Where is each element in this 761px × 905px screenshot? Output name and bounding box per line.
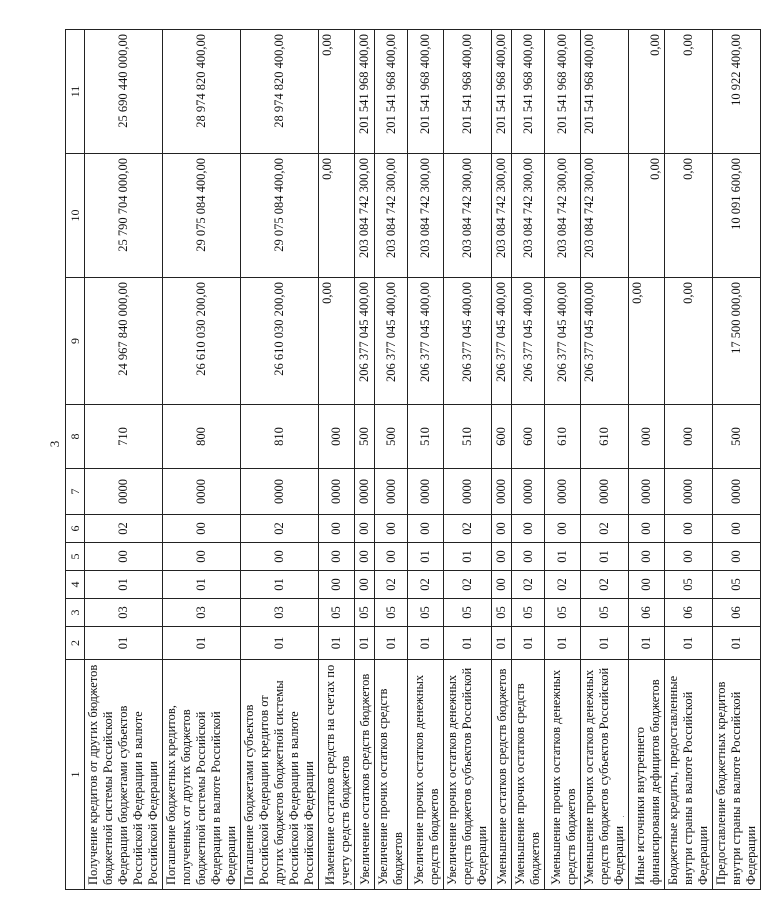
code-cell: 06 (629, 599, 665, 627)
code-cell: 00 (665, 543, 713, 571)
amount-cell: 28 974 820 400,00 (241, 30, 319, 154)
budget-sources-table (65, 29, 761, 890)
table-row (492, 30, 512, 890)
code-cell: 610 (545, 405, 581, 469)
amount-cell: 203 084 742 300,00 (581, 154, 629, 278)
amount-cell: 203 084 742 300,00 (375, 154, 408, 278)
table-row (408, 30, 444, 890)
amount-cell: 0,00 (629, 30, 665, 154)
table-row (581, 30, 629, 890)
amount-cell: 25 690 440 000,00 (85, 30, 163, 154)
amount-cell: 201 541 968 400,00 (492, 30, 512, 154)
amount-cell: 26 610 030 200,00 (241, 278, 319, 405)
row-name: Предоставление бюджетных кредитов внутри страны в валюте Российской Федерации (713, 660, 761, 890)
code-cell: 02 (581, 571, 629, 599)
code-cell: 600 (512, 405, 545, 469)
row-name: Бюджетные кредиты, предоставленные внутри страны в валюте Российской Федерации (665, 660, 713, 890)
code-cell: 01 (85, 627, 163, 660)
code-cell: 00 (355, 515, 375, 543)
col-header-2: 2 (66, 627, 85, 660)
col-header-3: 3 (66, 599, 85, 627)
amount-cell: 206 377 045 400,00 (355, 278, 375, 405)
code-cell: 0000 (408, 469, 444, 515)
code-cell: 00 (629, 543, 665, 571)
amount-cell: 201 541 968 400,00 (512, 30, 545, 154)
amount-cell: 206 377 045 400,00 (512, 278, 545, 405)
code-cell: 510 (444, 405, 492, 469)
code-cell: 01 (444, 627, 492, 660)
amount-cell: 0,00 (629, 278, 665, 405)
amount-cell: 10 922 400,00 (713, 30, 761, 154)
code-cell: 00 (512, 543, 545, 571)
code-cell: 610 (581, 405, 629, 469)
amount-cell: 25 790 704 000,00 (85, 154, 163, 278)
code-cell: 0000 (355, 469, 375, 515)
code-cell: 01 (713, 627, 761, 660)
table-row (713, 30, 761, 890)
code-cell: 500 (355, 405, 375, 469)
code-cell: 00 (375, 515, 408, 543)
code-cell: 05 (581, 599, 629, 627)
code-cell: 02 (375, 571, 408, 599)
page-number: 3 (47, 440, 62, 448)
code-cell: 500 (713, 405, 761, 469)
code-cell: 01 (241, 627, 319, 660)
amount-cell: 201 541 968 400,00 (545, 30, 581, 154)
code-cell: 01 (241, 571, 319, 599)
table-row (85, 30, 163, 890)
amount-cell: 201 541 968 400,00 (444, 30, 492, 154)
row-name: Погашение бюджетами субъектов Российской Федерации кредитов от других бюджетов бюджетной системы Российской Федерации в валюте Российской Федерации (241, 660, 319, 890)
code-cell: 00 (355, 571, 375, 599)
row-name: Изменение остатков средств на счетах по учету средств бюджетов (319, 660, 355, 890)
code-cell: 01 (408, 543, 444, 571)
amount-cell: 0,00 (319, 30, 355, 154)
code-cell: 03 (163, 599, 241, 627)
code-cell: 500 (375, 405, 408, 469)
col-header-1: 1 (66, 660, 85, 890)
amount-cell: 203 084 742 300,00 (444, 154, 492, 278)
code-cell: 05 (444, 599, 492, 627)
code-cell: 00 (375, 543, 408, 571)
code-cell: 01 (512, 627, 545, 660)
code-cell: 02 (581, 515, 629, 543)
code-cell: 06 (713, 599, 761, 627)
code-cell: 00 (492, 515, 512, 543)
row-name: Уменьшение прочих остатков средств бюджетов (512, 660, 545, 890)
code-cell: 01 (492, 627, 512, 660)
code-cell: 01 (545, 627, 581, 660)
code-cell: 0000 (665, 469, 713, 515)
table-row (163, 30, 241, 890)
code-cell: 00 (512, 515, 545, 543)
code-cell: 01 (581, 627, 629, 660)
code-cell: 0000 (163, 469, 241, 515)
code-cell: 01 (85, 571, 163, 599)
code-cell: 00 (492, 543, 512, 571)
col-header-9: 9 (66, 278, 85, 405)
code-cell: 0000 (512, 469, 545, 515)
amount-cell: 29 075 084 400,00 (241, 154, 319, 278)
amount-cell: 203 084 742 300,00 (408, 154, 444, 278)
code-cell: 01 (375, 627, 408, 660)
code-cell: 05 (355, 599, 375, 627)
code-cell: 02 (241, 515, 319, 543)
amount-cell: 10 091 600,00 (713, 154, 761, 278)
table-row (355, 30, 375, 890)
code-cell: 00 (713, 543, 761, 571)
code-cell: 0000 (444, 469, 492, 515)
amount-cell: 206 377 045 400,00 (444, 278, 492, 405)
row-name: Увеличение прочих остатков денежных средств бюджетов (408, 660, 444, 890)
col-header-11: 11 (66, 30, 85, 154)
amount-cell: 206 377 045 400,00 (408, 278, 444, 405)
code-cell: 600 (492, 405, 512, 469)
row-name: Уменьшение остатков средств бюджетов (492, 660, 512, 890)
code-cell: 00 (163, 543, 241, 571)
amount-cell: 0,00 (629, 154, 665, 278)
col-header-6: 6 (66, 515, 85, 543)
amount-cell: 17 500 000,00 (713, 278, 761, 405)
code-cell: 00 (665, 515, 713, 543)
row-name: Уменьшение прочих остатков денежных средств бюджетов субъектов Российской Федерации (581, 660, 629, 890)
row-name: Получение кредитов от других бюджетов бюджетной системы Российской Федерации бюджетами субъектов Российской Федерации в валюте Российской Федерации (85, 660, 163, 890)
code-cell: 02 (444, 571, 492, 599)
code-cell: 00 (163, 515, 241, 543)
code-cell: 0000 (713, 469, 761, 515)
code-cell: 02 (545, 571, 581, 599)
code-cell: 05 (375, 599, 408, 627)
code-cell: 00 (629, 515, 665, 543)
code-cell: 0000 (319, 469, 355, 515)
amount-cell: 203 084 742 300,00 (492, 154, 512, 278)
amount-cell: 0,00 (319, 278, 355, 405)
row-name: Иные источники внутреннего финансирования дефицитов бюджетов (629, 660, 665, 890)
amount-cell: 201 541 968 400,00 (375, 30, 408, 154)
table-row (444, 30, 492, 890)
col-header-10: 10 (66, 154, 85, 278)
code-cell: 0000 (581, 469, 629, 515)
amount-cell: 28 974 820 400,00 (163, 30, 241, 154)
code-cell: 810 (241, 405, 319, 469)
amount-cell: 206 377 045 400,00 (545, 278, 581, 405)
code-cell: 00 (355, 543, 375, 571)
column-number-row (66, 30, 85, 890)
code-cell: 000 (665, 405, 713, 469)
table-row (512, 30, 545, 890)
table-row (241, 30, 319, 890)
code-cell: 0000 (545, 469, 581, 515)
code-cell: 00 (545, 515, 581, 543)
code-cell: 00 (241, 543, 319, 571)
code-cell: 00 (319, 543, 355, 571)
amount-cell: 203 084 742 300,00 (545, 154, 581, 278)
amount-cell: 0,00 (665, 30, 713, 154)
margin-dot-mark: · (622, 812, 625, 821)
code-cell: 02 (408, 571, 444, 599)
code-cell: 05 (713, 571, 761, 599)
code-cell: 000 (319, 405, 355, 469)
code-cell: 01 (319, 627, 355, 660)
col-header-8: 8 (66, 405, 85, 469)
code-cell: 00 (629, 571, 665, 599)
amount-cell: 206 377 045 400,00 (375, 278, 408, 405)
amount-cell: 201 541 968 400,00 (581, 30, 629, 154)
code-cell: 01 (581, 543, 629, 571)
code-cell: 05 (512, 599, 545, 627)
code-cell: 00 (319, 571, 355, 599)
col-header-7: 7 (66, 469, 85, 515)
code-cell: 00 (319, 515, 355, 543)
amount-cell: 0,00 (665, 278, 713, 405)
code-cell: 0000 (629, 469, 665, 515)
amount-cell: 26 610 030 200,00 (163, 278, 241, 405)
code-cell: 00 (492, 571, 512, 599)
code-cell: 01 (629, 627, 665, 660)
amount-cell: 206 377 045 400,00 (492, 278, 512, 405)
code-cell: 0000 (375, 469, 408, 515)
code-cell: 800 (163, 405, 241, 469)
code-cell: 05 (319, 599, 355, 627)
row-name: Погашение бюджетных кредитов, полученных от других бюджетов бюджетной системы Российской Федерации в валюте Российской Федерации (163, 660, 241, 890)
code-cell: 710 (85, 405, 163, 469)
code-cell: 01 (163, 627, 241, 660)
code-cell: 0000 (241, 469, 319, 515)
code-cell: 510 (408, 405, 444, 469)
amount-cell: 203 084 742 300,00 (512, 154, 545, 278)
rotated-table-wrapper (65, 30, 758, 890)
table-row (545, 30, 581, 890)
amount-cell: 0,00 (665, 154, 713, 278)
table-row (375, 30, 408, 890)
code-cell: 0000 (85, 469, 163, 515)
amount-cell: 203 084 742 300,00 (355, 154, 375, 278)
code-cell: 06 (665, 599, 713, 627)
amount-cell: 0,00 (319, 154, 355, 278)
code-cell: 05 (492, 599, 512, 627)
code-cell: 01 (163, 571, 241, 599)
table-row (629, 30, 665, 890)
table-row (319, 30, 355, 890)
amount-cell: 201 541 968 400,00 (408, 30, 444, 154)
code-cell: 00 (85, 543, 163, 571)
amount-cell: 201 541 968 400,00 (355, 30, 375, 154)
amount-cell: 29 075 084 400,00 (163, 154, 241, 278)
code-cell: 00 (408, 515, 444, 543)
code-cell: 03 (85, 599, 163, 627)
code-cell: 03 (241, 599, 319, 627)
code-cell: 01 (408, 627, 444, 660)
code-cell: 05 (545, 599, 581, 627)
code-cell: 02 (444, 515, 492, 543)
amount-cell: 206 377 045 400,00 (581, 278, 629, 405)
table-row (665, 30, 713, 890)
code-cell: 01 (355, 627, 375, 660)
code-cell: 01 (444, 543, 492, 571)
code-cell: 05 (665, 571, 713, 599)
row-name: Увеличение остатков средств бюджетов (355, 660, 375, 890)
code-cell: 01 (665, 627, 713, 660)
code-cell: 05 (408, 599, 444, 627)
amount-cell: 24 967 840 000,00 (85, 278, 163, 405)
row-name: Увеличение прочих остатков средств бюджетов (375, 660, 408, 890)
code-cell: 00 (713, 515, 761, 543)
code-cell: 000 (629, 405, 665, 469)
row-name: Увеличение прочих остатков денежных средств бюджетов субъектов Российской Федерации (444, 660, 492, 890)
col-header-4: 4 (66, 571, 85, 599)
row-name: Уменьшение прочих остатков денежных средств бюджетов (545, 660, 581, 890)
code-cell: 0000 (492, 469, 512, 515)
code-cell: 02 (512, 571, 545, 599)
col-header-5: 5 (66, 543, 85, 571)
code-cell: 02 (85, 515, 163, 543)
code-cell: 01 (545, 543, 581, 571)
